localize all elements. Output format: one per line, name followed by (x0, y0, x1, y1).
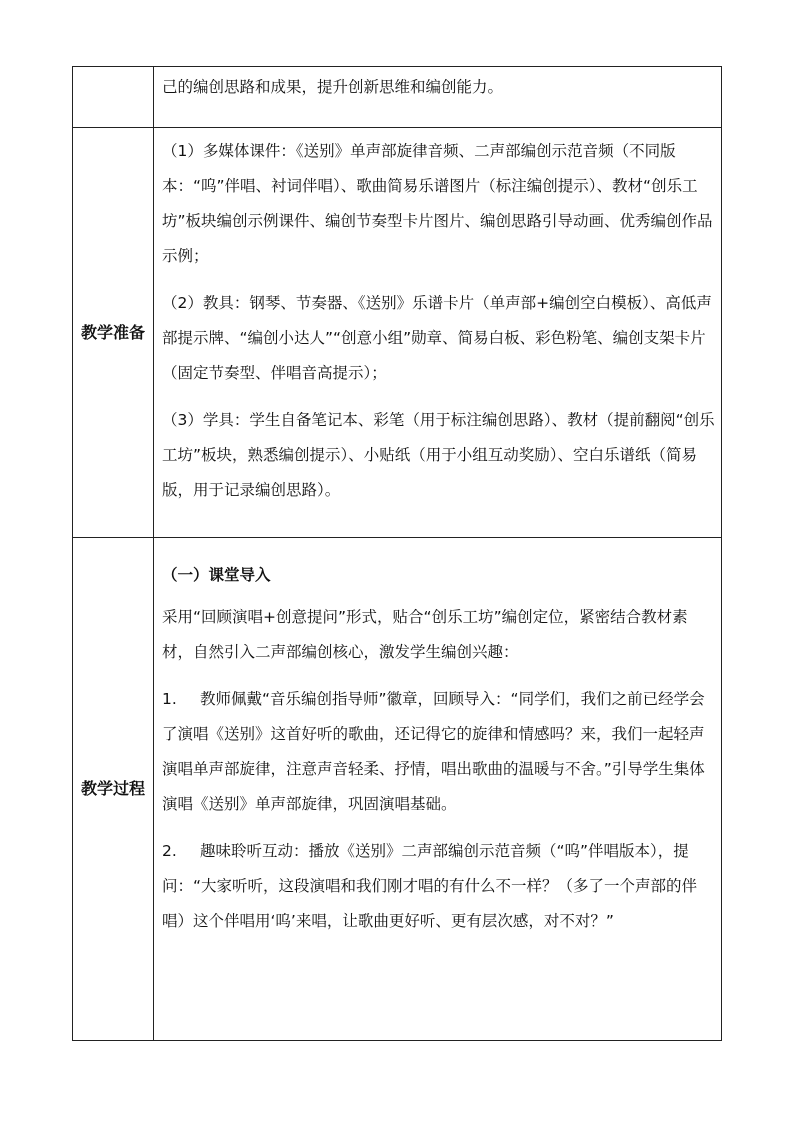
preparation-row (73, 128, 722, 538)
preparation-label-cell (73, 128, 154, 538)
preparation-label: 教学准备 (81, 322, 146, 342)
step-text: 趣味聆听互动：播放《送别》二声部编创示范音频（“呜”伴唱版本），提问：“大家听听，这段演唱和我们刚才唱的有什么不一样？（多了一个声部的伴唱）这个伴唱用‘呜’来唱，让歌曲更好听、更有层次感，对不对？” (162, 842, 698, 930)
section-heading: （一）课堂导入 (162, 566, 271, 584)
process-content-cell (154, 538, 722, 1041)
continuation-text: 己的编创思路和成果，提升创新思维和编创能力。 (162, 78, 504, 96)
process-label-cell (73, 538, 154, 1041)
process-label: 教学过程 (81, 779, 146, 798)
step-number: 2. (162, 842, 177, 860)
step-text: 教师佩戴“音乐编创指导师”徽章，回顾导入：“同学们，我们之前已经学会了演唱《送别》这首好听的歌曲，还记得它的旋律和情感吗？来，我们一起轻声演唱单声部旋律，注意声音轻柔、抒情，唱出歌曲的温暖与不舍。”引导学生集体演唱《送别》单声部旋律，巩固演唱基础。 (162, 690, 705, 813)
process-intro: 采用“回顾演唱+创意提问”形式，贴合“创乐工坊”编创定位，紧密结合教材素材，自然引入二声部编创核心，激发学生编创兴趣： (162, 608, 688, 661)
process-step (162, 682, 715, 822)
step-number: 1. (162, 690, 177, 708)
preparation-content-cell (154, 128, 722, 538)
continuation-label-cell (73, 67, 154, 128)
process-step (162, 834, 715, 939)
continuation-row (73, 67, 722, 128)
lesson-plan-table (72, 66, 722, 1041)
preparation-item-teaching-aids: （2）教具：钢琴、节奏器、《送别》乐谱卡片（单声部+编创空白模板）、高低声部提示牌、“编创小达人”“创意小组”勋章、简易白板、彩色粉笔、编创支架卡片（固定节奏型、伴唱音高提示）； (162, 294, 712, 382)
preparation-item-student-supplies: （3）学具：学生自备笔记本、彩笔（用于标注编创思路）、教材（提前翻阅“创乐工坊”板块，熟悉编创提示）、小贴纸（用于小组互动奖励）、空白乐谱纸（简易版，用于记录编创思路）。 (162, 411, 715, 499)
preparation-item-multimedia: （1）多媒体课件：《送别》单声部旋律音频、二声部编创示范音频（不同版本：“呜”伴唱、衬词伴唱）、歌曲简易乐谱图片（标注编创提示）、教材“创乐工坊”板块编创示例课件、编创节奏型卡片图片、编创思路引导动画、优秀编创作品示例； (162, 142, 713, 265)
continuation-content-cell (154, 67, 722, 128)
process-row (73, 538, 722, 1041)
